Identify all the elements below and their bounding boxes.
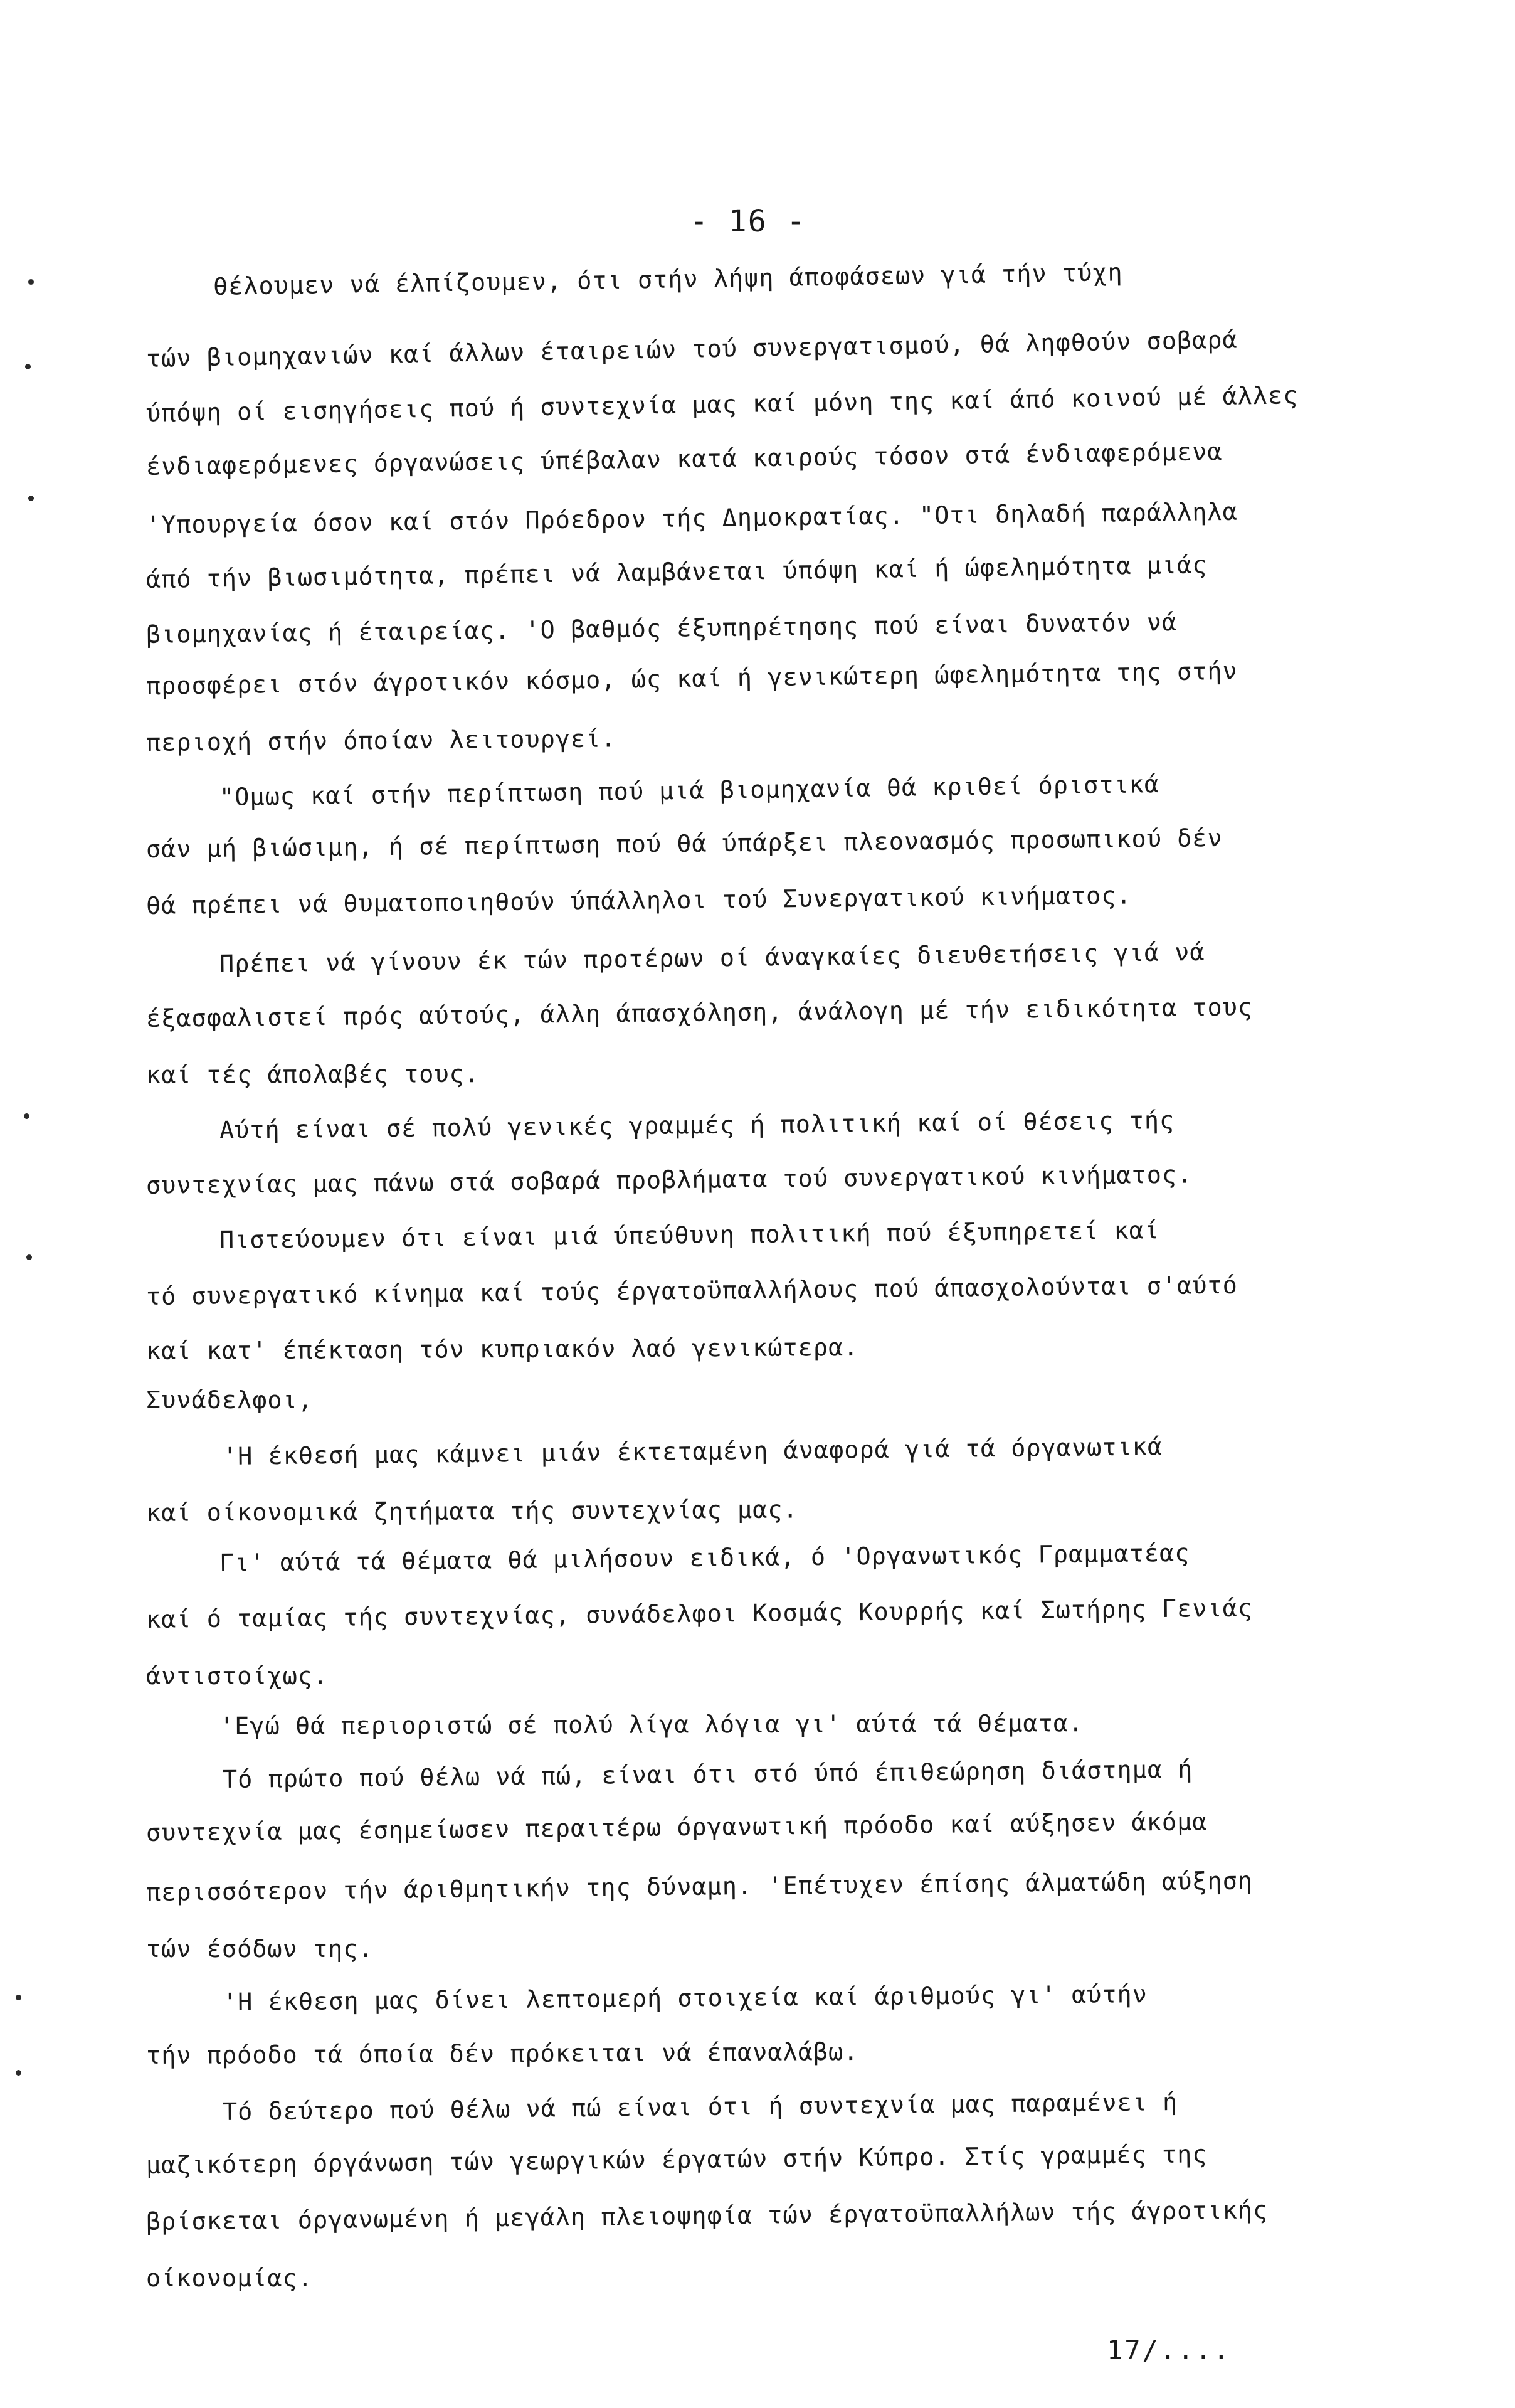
text-line: θά πρέπει νά θυματοποιηθούν ύπάλληλοι τού Συνεργατικού κινήματος. xyxy=(145,881,1132,920)
text-line: τήν πρόοδο τά όποία δέν πρόκειται νά έπαναλάβω. xyxy=(145,2038,859,2070)
text-line: Συνάδελφοι, xyxy=(146,1386,313,1414)
scan-speck xyxy=(16,2070,21,2076)
text-line: καί ό ταμίας τής συντεχνίας, συνάδελφοι Κοσμάς Κουρρής καί Σωτήρης Γενιάς xyxy=(145,1594,1254,1634)
text-line: Γι' αύτά τά θέματα θά μιλήσουν ειδικά, ό 'Οργανωτικός Γραμματέας xyxy=(219,1539,1190,1578)
text-line: συντεχνία μας έσημείωσεν περαιτέρω όργανωτική πρόοδο καί αύξησεν άκόμα xyxy=(145,1808,1208,1847)
text-line: σάν μή βιώσιμη, ή σέ περίπτωση πού θά ύπάρξει πλεονασμός προσωπικού δέν xyxy=(145,824,1223,864)
text-line: καί τές άπολαβές τους. xyxy=(145,1060,480,1090)
text-line: 'Η έκθεσή μας κάμνει μιάν έκτεταμένη άναφορά γιά τά όργανωτικά xyxy=(222,1433,1163,1471)
text-line: 'Υπουργεία όσον καί στόν Πρόεδρον τής Δημοκρατίας. "Οτι δηλαδή παράλληλα xyxy=(145,497,1238,539)
text-line: καί οίκονομικά ζητήματα τής συντεχνίας μας. xyxy=(145,1495,798,1527)
scan-speck xyxy=(16,1995,21,2000)
text-line: θέλουμεν νά έλπίζουμεν, ότι στήν λήψη άποφάσεων γιά τήν τύχη xyxy=(213,258,1123,301)
scan-speck xyxy=(25,364,31,369)
text-line: καί κατ' έπέκταση τόν κυπριακόν λαό γενικώτερα. xyxy=(145,1334,859,1366)
text-line: Τό πρώτο πού θέλω νά πώ, είναι ότι στό ύπό έπιθεώρηση διάστημα ή xyxy=(222,1755,1193,1794)
text-line: Πιστεύουμεν ότι είναι μιά ύπεύθυνη πολιτική πού έξυπηρετεί καί xyxy=(219,1216,1160,1254)
continuation-marker: 17/.... xyxy=(1107,2335,1232,2365)
text-line: έξασφαλιστεί πρός αύτούς, άλλη άπασχόληση, άνάλογη μέ τήν ειδικότητα τους xyxy=(145,993,1254,1033)
text-line: Πρέπει νά γίνουν έκ τών προτέρων οί άναγκαίες διευθετήσεις γιά νά xyxy=(219,938,1205,979)
text-line: άπό τήν βιωσιμότητα, πρέπει νά λαμβάνεται ύπόψη καί ή ώφελημότητα μιάς xyxy=(145,551,1208,594)
text-line: περισσότερον τήν άριθμητικήν της δύναμη. 'Επέτυχεν έπίσης άλματώδη αύξηση xyxy=(145,1867,1254,1907)
text-line: Αύτή είναι σέ πολύ γενικές γραμμές ή πολιτική καί οί θέσεις τής xyxy=(219,1106,1175,1145)
text-line: μαζικότερη όργάνωση τών γεωργικών έργατών στήν Κύπρο. Στίς γραμμές της xyxy=(145,2140,1208,2180)
text-line: περιοχή στήν όποίαν λειτουργεί. xyxy=(145,724,616,757)
text-line: Τό δεύτερο πού θέλω νά πώ είναι ότι ή συντεχνία μας παραμένει ή xyxy=(222,2088,1178,2126)
text-line: βρίσκεται όργανωμένη ή μεγάλη πλειοψηφία τών έργατοϋπαλλήλων τής άγροτικής xyxy=(145,2196,1269,2236)
text-line: βιομηχανίας ή έταιρείας. 'Ο βαθμός έξυπηρέτησης πού είναι δυνατόν νά xyxy=(145,608,1178,649)
page-number: - 16 - xyxy=(690,204,806,239)
scan-speck xyxy=(26,1254,32,1260)
text-line: συντεχνίας μας πάνω στά σοβαρά προβλήματα τού συνεργατικού κινήματος. xyxy=(145,1160,1193,1200)
text-line: προσφέρει στόν άγροτικόν κόσμο, ώς καί ή γενικώτερη ώφελημότητα της στήν xyxy=(145,657,1238,701)
text-line: τών έσόδων της. xyxy=(146,1935,374,1963)
scan-speck xyxy=(28,279,34,285)
text-line: "Ομως καί στήν περίπτωση πού μιά βιομηχανία θά κριθεί όριστικά xyxy=(219,770,1160,812)
text-line: 'Η έκθεση μας δίνει λεπτομερή στοιχεία καί άριθμούς γι' αύτήν xyxy=(222,1980,1148,2017)
text-line: 'Εγώ θά περιοριστώ σέ πολύ λίγα λόγια γι' αύτά τά θέματα. xyxy=(219,1709,1084,1741)
text-line: άντιστοίχως. xyxy=(146,1662,329,1690)
scan-speck xyxy=(24,1113,29,1119)
text-line: ύπόψη οί εισηγήσεις πού ή συντεχνία μας καί μόνη της καί άπό κοινού μέ άλλες xyxy=(145,381,1299,428)
scan-speck xyxy=(28,496,34,501)
text-line: οίκονομίας. xyxy=(146,2264,313,2293)
text-line: τών βιομηχανιών καί άλλων έταιρειών τού συνεργατισμού, θά ληφθούν σοβαρά xyxy=(145,326,1238,373)
text-line: τό συνεργατικό κίνημα καί τούς έργατοϋπαλλήλους πού άπασχολούνται σ'αύτό xyxy=(145,1271,1238,1311)
text-line: ένδιαφερόμενες όργανώσεις ύπέβαλαν κατά καιρούς τόσον στά ένδιαφερόμενα xyxy=(145,438,1223,481)
